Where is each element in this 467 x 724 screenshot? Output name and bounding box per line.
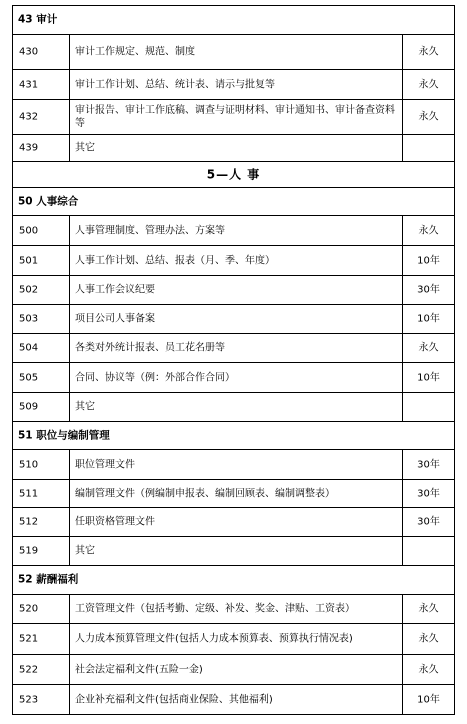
retention-text: 永久 <box>418 633 439 645</box>
code-text: 504 <box>19 342 39 354</box>
code-cell <box>13 595 70 623</box>
code-cell <box>13 624 70 654</box>
code-cell <box>13 276 70 304</box>
description-cell <box>70 450 403 479</box>
code-text: 522 <box>19 664 39 675</box>
description-cell <box>70 508 403 536</box>
table-row <box>12 655 455 685</box>
description-cell <box>70 100 403 134</box>
code-cell <box>13 305 70 333</box>
table-row <box>12 216 455 246</box>
table-row <box>12 334 455 363</box>
code-text: 510 <box>19 459 39 470</box>
description-text: 人力成本预算管理文件(包括人力成本预算表、预算执行情况表) <box>75 633 353 645</box>
section-title: 52 薪酬福利 <box>18 573 79 586</box>
retention-cell <box>403 135 454 161</box>
retention-cell <box>403 305 454 333</box>
table-row <box>12 624 455 655</box>
description-text: 社会法定福利文件(五险一金) <box>75 664 203 675</box>
retention-text: 10年 <box>417 255 440 266</box>
description-text: 人事管理制度、管理办法、方案等 <box>75 225 225 236</box>
retention-cell <box>403 334 454 362</box>
description-text: 编制管理文件（例编制申报表、编制回顾表、编制调整表） <box>75 488 335 499</box>
section-title: 50 人事综合 <box>18 195 79 207</box>
table-row <box>12 480 455 508</box>
description-text: 人事工作会议纪要 <box>75 284 155 296</box>
section-title: 51 职位与编制管理 <box>18 429 110 441</box>
description-cell <box>70 393 403 421</box>
table-row <box>12 135 455 162</box>
code-text: 520 <box>19 603 39 615</box>
code-text: 505 <box>19 372 39 383</box>
retention-text: 永久 <box>418 225 439 236</box>
table-row <box>12 276 455 305</box>
table-row <box>12 595 455 624</box>
table-row <box>12 35 455 70</box>
retention-cell <box>403 100 454 134</box>
description-text: 其它 <box>75 401 95 413</box>
retention-text: 30年 <box>417 488 440 499</box>
retention-text: 30年 <box>417 516 440 528</box>
description-cell <box>70 246 403 275</box>
code-cell <box>13 35 70 69</box>
description-text: 职位管理文件 <box>75 459 135 470</box>
section-header-row <box>12 188 455 216</box>
table-row <box>12 685 455 715</box>
retention-cell <box>403 537 454 565</box>
code-text: 511 <box>19 488 39 499</box>
retention-text: 永久 <box>418 342 439 354</box>
code-text: 523 <box>19 694 39 705</box>
retention-cell <box>403 450 454 479</box>
code-cell <box>13 334 70 362</box>
code-text: 509 <box>19 401 39 413</box>
retention-text: 10年 <box>417 372 440 383</box>
code-text: 521 <box>19 633 39 645</box>
code-cell <box>13 100 70 134</box>
description-cell <box>70 276 403 304</box>
description-cell <box>70 685 403 714</box>
description-text: 人事工作计划、总结、报表（月、季、年度） <box>75 255 275 266</box>
code-text: 501 <box>19 255 39 266</box>
retention-cell <box>403 685 454 714</box>
table-row <box>12 508 455 537</box>
retention-text: 30年 <box>417 459 440 470</box>
description-text: 企业补充福利文件(包括商业保险、其他福利) <box>75 694 273 705</box>
description-text: 审计工作计划、总结、统计表、请示与批复等 <box>75 79 275 90</box>
description-text: 审计工作规定、规范、制度 <box>75 46 195 58</box>
description-cell <box>70 305 403 333</box>
code-cell <box>13 135 70 161</box>
code-cell <box>13 363 70 392</box>
retention-text: 永久 <box>418 664 439 675</box>
retention-text: 10年 <box>417 694 440 705</box>
retention-cell <box>403 216 454 245</box>
description-cell <box>70 655 403 684</box>
retention-text: 30年 <box>417 284 440 296</box>
retention-cell <box>403 595 454 623</box>
retention-text: 永久 <box>418 603 439 615</box>
code-text: 503 <box>19 313 39 325</box>
table-row <box>12 450 455 480</box>
code-cell <box>13 450 70 479</box>
description-cell <box>70 135 403 161</box>
retention-cell <box>403 363 454 392</box>
description-cell <box>70 35 403 69</box>
description-cell <box>70 70 403 99</box>
code-cell <box>13 70 70 99</box>
retention-cell <box>403 655 454 684</box>
code-text: 432 <box>19 111 39 123</box>
description-cell <box>70 216 403 245</box>
section-header-row <box>12 566 455 595</box>
retention-cell <box>403 35 454 69</box>
retention-cell <box>403 393 454 421</box>
code-text: 500 <box>19 225 39 236</box>
retention-cell <box>403 246 454 275</box>
table-row <box>12 305 455 334</box>
retention-text: 永久 <box>418 46 439 58</box>
retention-cell <box>403 70 454 99</box>
section-header-row <box>12 422 455 450</box>
description-cell <box>70 334 403 362</box>
code-text: 430 <box>19 46 39 58</box>
description-text: 项目公司人事备案 <box>75 313 155 325</box>
code-cell <box>13 685 70 714</box>
code-cell <box>13 246 70 275</box>
description-cell <box>70 624 403 654</box>
code-text: 502 <box>19 284 39 296</box>
table-row <box>12 70 455 100</box>
retention-text: 10年 <box>417 313 440 325</box>
section-title: 43 审计 <box>18 13 58 26</box>
division-header-row <box>12 162 455 188</box>
description-text: 任职资格管理文件 <box>75 516 155 528</box>
description-text: 合同、协议等（例：外部合作合同） <box>75 372 235 383</box>
description-text: 其它 <box>75 545 95 557</box>
retention-text: 永久 <box>418 111 439 123</box>
description-cell <box>70 537 403 565</box>
description-text: 工资管理文件（包括考勤、定级、补发、奖金、津贴、工资表） <box>75 603 355 615</box>
code-cell <box>13 216 70 245</box>
code-cell <box>13 655 70 684</box>
description-text: 审计报告、审计工作底稿、调查与证明材料、审计通知书、审计备查资料等 <box>75 105 395 129</box>
description-text: 其它 <box>75 142 95 154</box>
table-row <box>12 393 455 422</box>
retention-cell <box>403 276 454 304</box>
section-header-row <box>12 5 455 35</box>
division-title: 5—人 事 <box>206 167 261 181</box>
retention-cell <box>403 508 454 536</box>
retention-cell <box>403 624 454 654</box>
table-row <box>12 363 455 393</box>
description-text: 各类对外统计报表、员工花名册等 <box>75 342 225 354</box>
code-cell <box>13 508 70 536</box>
description-cell <box>70 595 403 623</box>
table-row <box>12 246 455 276</box>
retention-cell <box>403 480 454 507</box>
code-cell <box>13 393 70 421</box>
code-text: 431 <box>19 79 39 90</box>
retention-text: 永久 <box>418 79 439 90</box>
code-cell <box>13 537 70 565</box>
code-text: 519 <box>19 545 39 557</box>
code-text: 439 <box>19 142 39 154</box>
table-row <box>12 537 455 566</box>
description-cell <box>70 480 403 507</box>
description-cell <box>70 363 403 392</box>
code-cell <box>13 480 70 507</box>
table-row <box>12 100 455 135</box>
code-text: 512 <box>19 516 39 528</box>
